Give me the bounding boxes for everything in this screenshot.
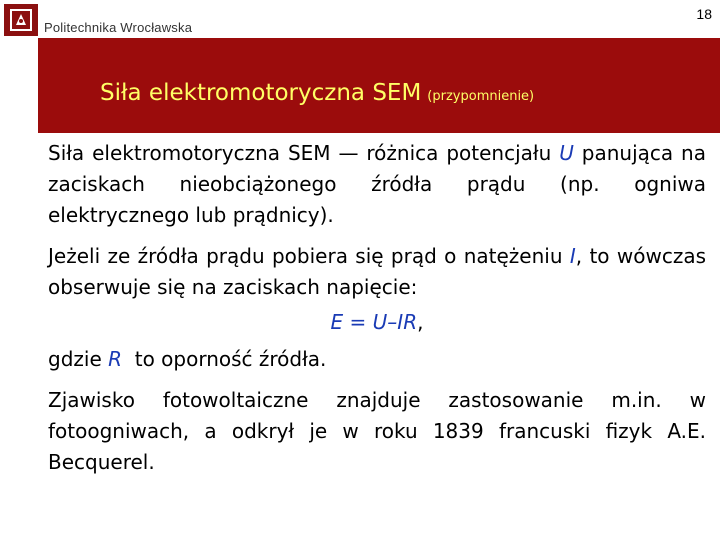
- equation-text: E = U–IR: [330, 310, 418, 334]
- equation-suffix: ,: [417, 310, 424, 334]
- variable-r: R: [108, 347, 123, 371]
- university-logo-icon: [4, 4, 38, 36]
- paragraph-resistance: [48, 344, 706, 375]
- text: Siła elektromotoryczna SEM — różnica potencjału: [48, 141, 560, 165]
- left-margin: [0, 40, 38, 540]
- text: gdzie: [48, 347, 109, 371]
- paragraph-definition: [48, 138, 706, 231]
- text: Jeżeli ze źródła prądu pobiera się prąd o natężeniu: [48, 244, 570, 268]
- university-name: Politechnika Wrocławska: [44, 20, 193, 35]
- header-bar: [0, 0, 720, 40]
- slide-content: [48, 138, 706, 478]
- spacer: [48, 231, 706, 241]
- equation: [48, 307, 706, 338]
- page-number: 18: [696, 6, 712, 22]
- variable-u: U: [559, 141, 574, 165]
- slide-title: [100, 80, 534, 106]
- text: panująca na zaciskach nieobciążonego źródła prądu (np. ogniwa elektrycznego lub prądnicy).: [48, 141, 706, 227]
- text: , to wówczas obserwuje się na zaciskach napięcie:: [48, 244, 706, 299]
- slide-title-main: Siła elektromotoryczna SEM: [100, 80, 422, 106]
- slide-title-sub: (przypomnienie): [427, 89, 535, 104]
- variable-i: I: [569, 244, 576, 268]
- paragraph-photovoltaic: Zjawisko fotowoltaiczne znajduje zastosowanie m.in. w fotoogniwach, a odkrył je w roku 1839 francuski fizyk A.E. Becquerel.: [48, 388, 706, 474]
- spacer: [48, 375, 706, 385]
- text: to oporność źródła.: [122, 347, 327, 371]
- paragraph-current: [48, 241, 706, 303]
